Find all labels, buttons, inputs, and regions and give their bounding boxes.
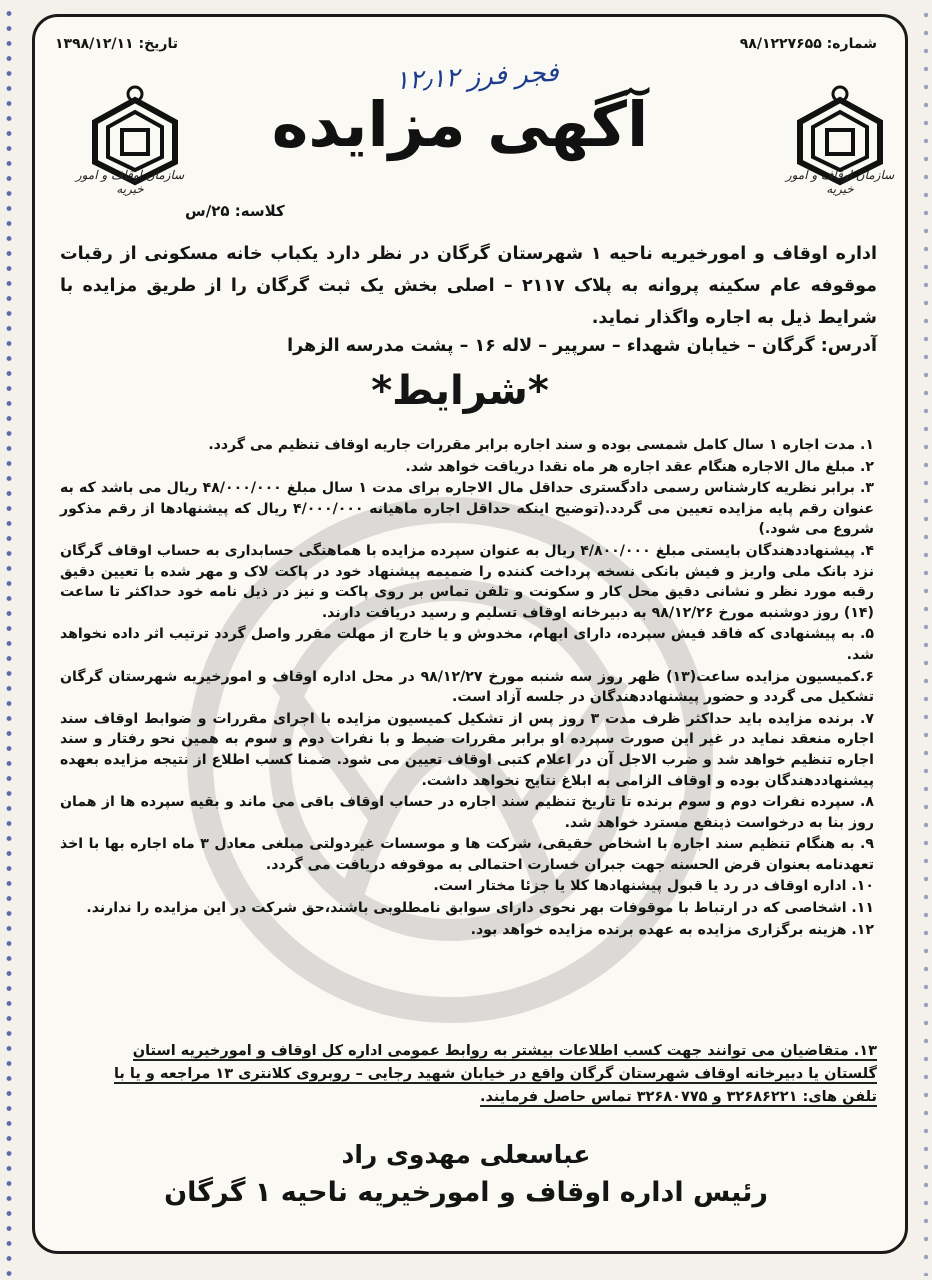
handwritten-note: فجر فرز ۱۲٫۱۲ — [394, 57, 560, 97]
condition-item: ۴. پیشنهاددهندگان بایستی مبلغ ۴/۸۰۰/۰۰۰ ریال به عنوان سپرده مزایده با هماهنگی حسابداری به حساب اوقاف گرگان نزد بانک ملی واریز و فیش بانکی نسخه پرداخت کننده را ضمیمه پیشنهاد خود در پاکت لاک و مهر شده با تعیین دقیق رقبه مورد نظر و نشانی دقیق محل کار و سکونت و تلفن تماس بر روی پاکت و نیز در ذیل نامه خود حداکثر تا ساعت (۱۴) روز دوشنبه مورخ ۹۸/۱۲/۲۶ به دبیرخانه اوقاف تسلیم و رسید دریافت دارند. — [60, 542, 874, 621]
contact-info — [55, 1040, 877, 1109]
condition-item: ۹. به هنگام تنظیم سند اجاره با اشخاص حقیقی، شرکت ها و موسسات غیردولتی مبلغی معادل ۳ ماه اجاره بها با اخذ تعهدنامه بعنوان قرض الحسنه جهت جبران خسارت احتمالی به موقوفه دریافت می گردد. — [60, 836, 875, 873]
document-number: شماره: ۹۸/۱۲۲۷۶۵۵ — [739, 36, 877, 52]
condition-item: ۱. مدت اجاره ۱ سال کامل شمسی بوده و سند اجاره برابر مقررات جاریه اوقاف تنظیم می گردد. — [208, 437, 874, 453]
org-caption-left: سازمان اوقاف و امور خیریه — [75, 168, 185, 196]
conditions-title: *شرایط* — [371, 368, 549, 414]
contact-line: ۱۳. متقاضیان می توانند جهت کسب اطلاعات بیشتر به روابط عمومی اداره کل اوقاف و امورخیریه استان — [132, 1043, 877, 1059]
condition-item: ۵. به پیشنهادی که فاقد فیش سپرده، دارای ابهام، مخدوش و یا خارج از مهلت مقرر واصل گردد ترتیب اثر داده نخواهد شد. — [60, 626, 874, 663]
signature-block — [60, 1140, 872, 1208]
condition-item: ۳. برابر نظریه کارشناس رسمی دادگستری حداقل مال الاجاره برای مدت ۱ سال مبلغ ۴۸/۰۰۰/۰۰۰ ریال می باشد که به عنوان رقم پایه مزایده تعیین می گردد.(توضیح اینکه حداقل اجاره ماهیانه ۴/۰۰۰/۰۰۰ ریال که پیشنهادها از رقم مذکور شروع می شود.) — [60, 480, 874, 538]
address-line: آدرس: گرگان – خیابان شهداء – سرپیر – لاله ۱۶ – پشت مدرسه الزهرا — [287, 336, 877, 356]
signatory-position: رئیس اداره اوقاف و امورخیریه ناحیه ۱ گرگان — [164, 1177, 768, 1208]
class-number: کلاسه: ۲۵/س — [185, 202, 285, 220]
binder-holes-right — [922, 6, 930, 1276]
contact-line: گلستان یا دبیرخانه اوقاف شهرستان گرگان واقع در خیابان شهید رجایی – روبروی کلانتری ۱۳ مراجعه و یا با — [113, 1066, 877, 1082]
condition-item: ۱۰. اداره اوقاف در رد یا قبول پیشنهادها کلا یا جزئا مختار است. — [433, 878, 874, 895]
contact-phones: تلفن های: ۳۲۶۸۶۲۲۱ و ۳۲۶۸۰۷۷۵ تماس حاصل فرمایند. — [479, 1089, 877, 1105]
condition-item: ۶.کمیسیون مزایده ساعت(۱۳) ظهر روز سه شنبه مورخ ۹۸/۱۲/۲۷ در محل اداره اوقاف و امورخیریه شهرستان گرگان تشکیل می گردد و حضور پیشنهاددهندگان در جلسه آزاد است. — [60, 668, 874, 706]
condition-item: ۱۲. هزینه برگزاری مزایده به عهده برنده مزایده خواهد بود. — [470, 921, 874, 938]
document-meta — [55, 36, 877, 52]
org-caption-right: سازمان اوقاف و امور خیریه — [785, 168, 895, 196]
document-date: تاریخ: ۱۳۹۸/۱۲/۱۱ — [55, 36, 178, 52]
conditions-list — [60, 435, 874, 941]
binder-holes-left — [4, 6, 14, 1276]
intro-paragraph: اداره اوقاف و امورخیریه ناحیه ۱ شهرستان گرگان در نظر دارد یکباب خانه مسکونی از رقبات موقوفه عام سکینه پروانه به پلاک ۲۱۱۷ – اصلی بخش یک ثبت گرگان را از طریق مزایده با شرایط ذیل به اجاره واگذار نماید. — [60, 244, 877, 328]
condition-item: ۸. سپرده نفرات دوم و سوم برنده تا تاریخ تنظیم سند اجاره در حساب اوقاف باقی می ماند و بقیه سپرده ها از همان روز بنا به درخواست ذینفع مسترد خواهد شد. — [60, 794, 874, 831]
condition-item: ۷. برنده مزایده باید حداکثر ظرف مدت ۳ روز پس از تشکیل کمیسیون مزایده با اجرای مقررات و ضوابط اوقاف سند اجاره منعقد نماید در غیر این صورت سپرده او برابر مقررات ضبط و با نفرات دوم و سوم به همین نحو رفتار و سند اجاره تنظیم خواهد شد و ضرب الاجل آن در اعلام کتبی اوقاف تعیین می شود. ضمنا کسب اطلاع از نتیجه مزایده بعهده پیشنهاددهندگان بوده و اوقاف الزامی به ابلاغ نتایج نخواهد داشت. — [60, 710, 875, 789]
signatory-name: عباسعلی مهدوی راد — [341, 1140, 591, 1169]
condition-item: ۱۱. اشخاصی که در ارتباط با موقوفات بهر نحوی دارای سوابق نامطلوبی باشند،حق شرکت در این مزایده را ندارند. — [86, 900, 874, 917]
page-title: آگهی مزایده — [271, 88, 649, 161]
condition-item: ۲. مبلغ مال الاجاره هنگام عقد اجاره هر ماه نقدا دریافت خواهد شد. — [405, 458, 874, 475]
